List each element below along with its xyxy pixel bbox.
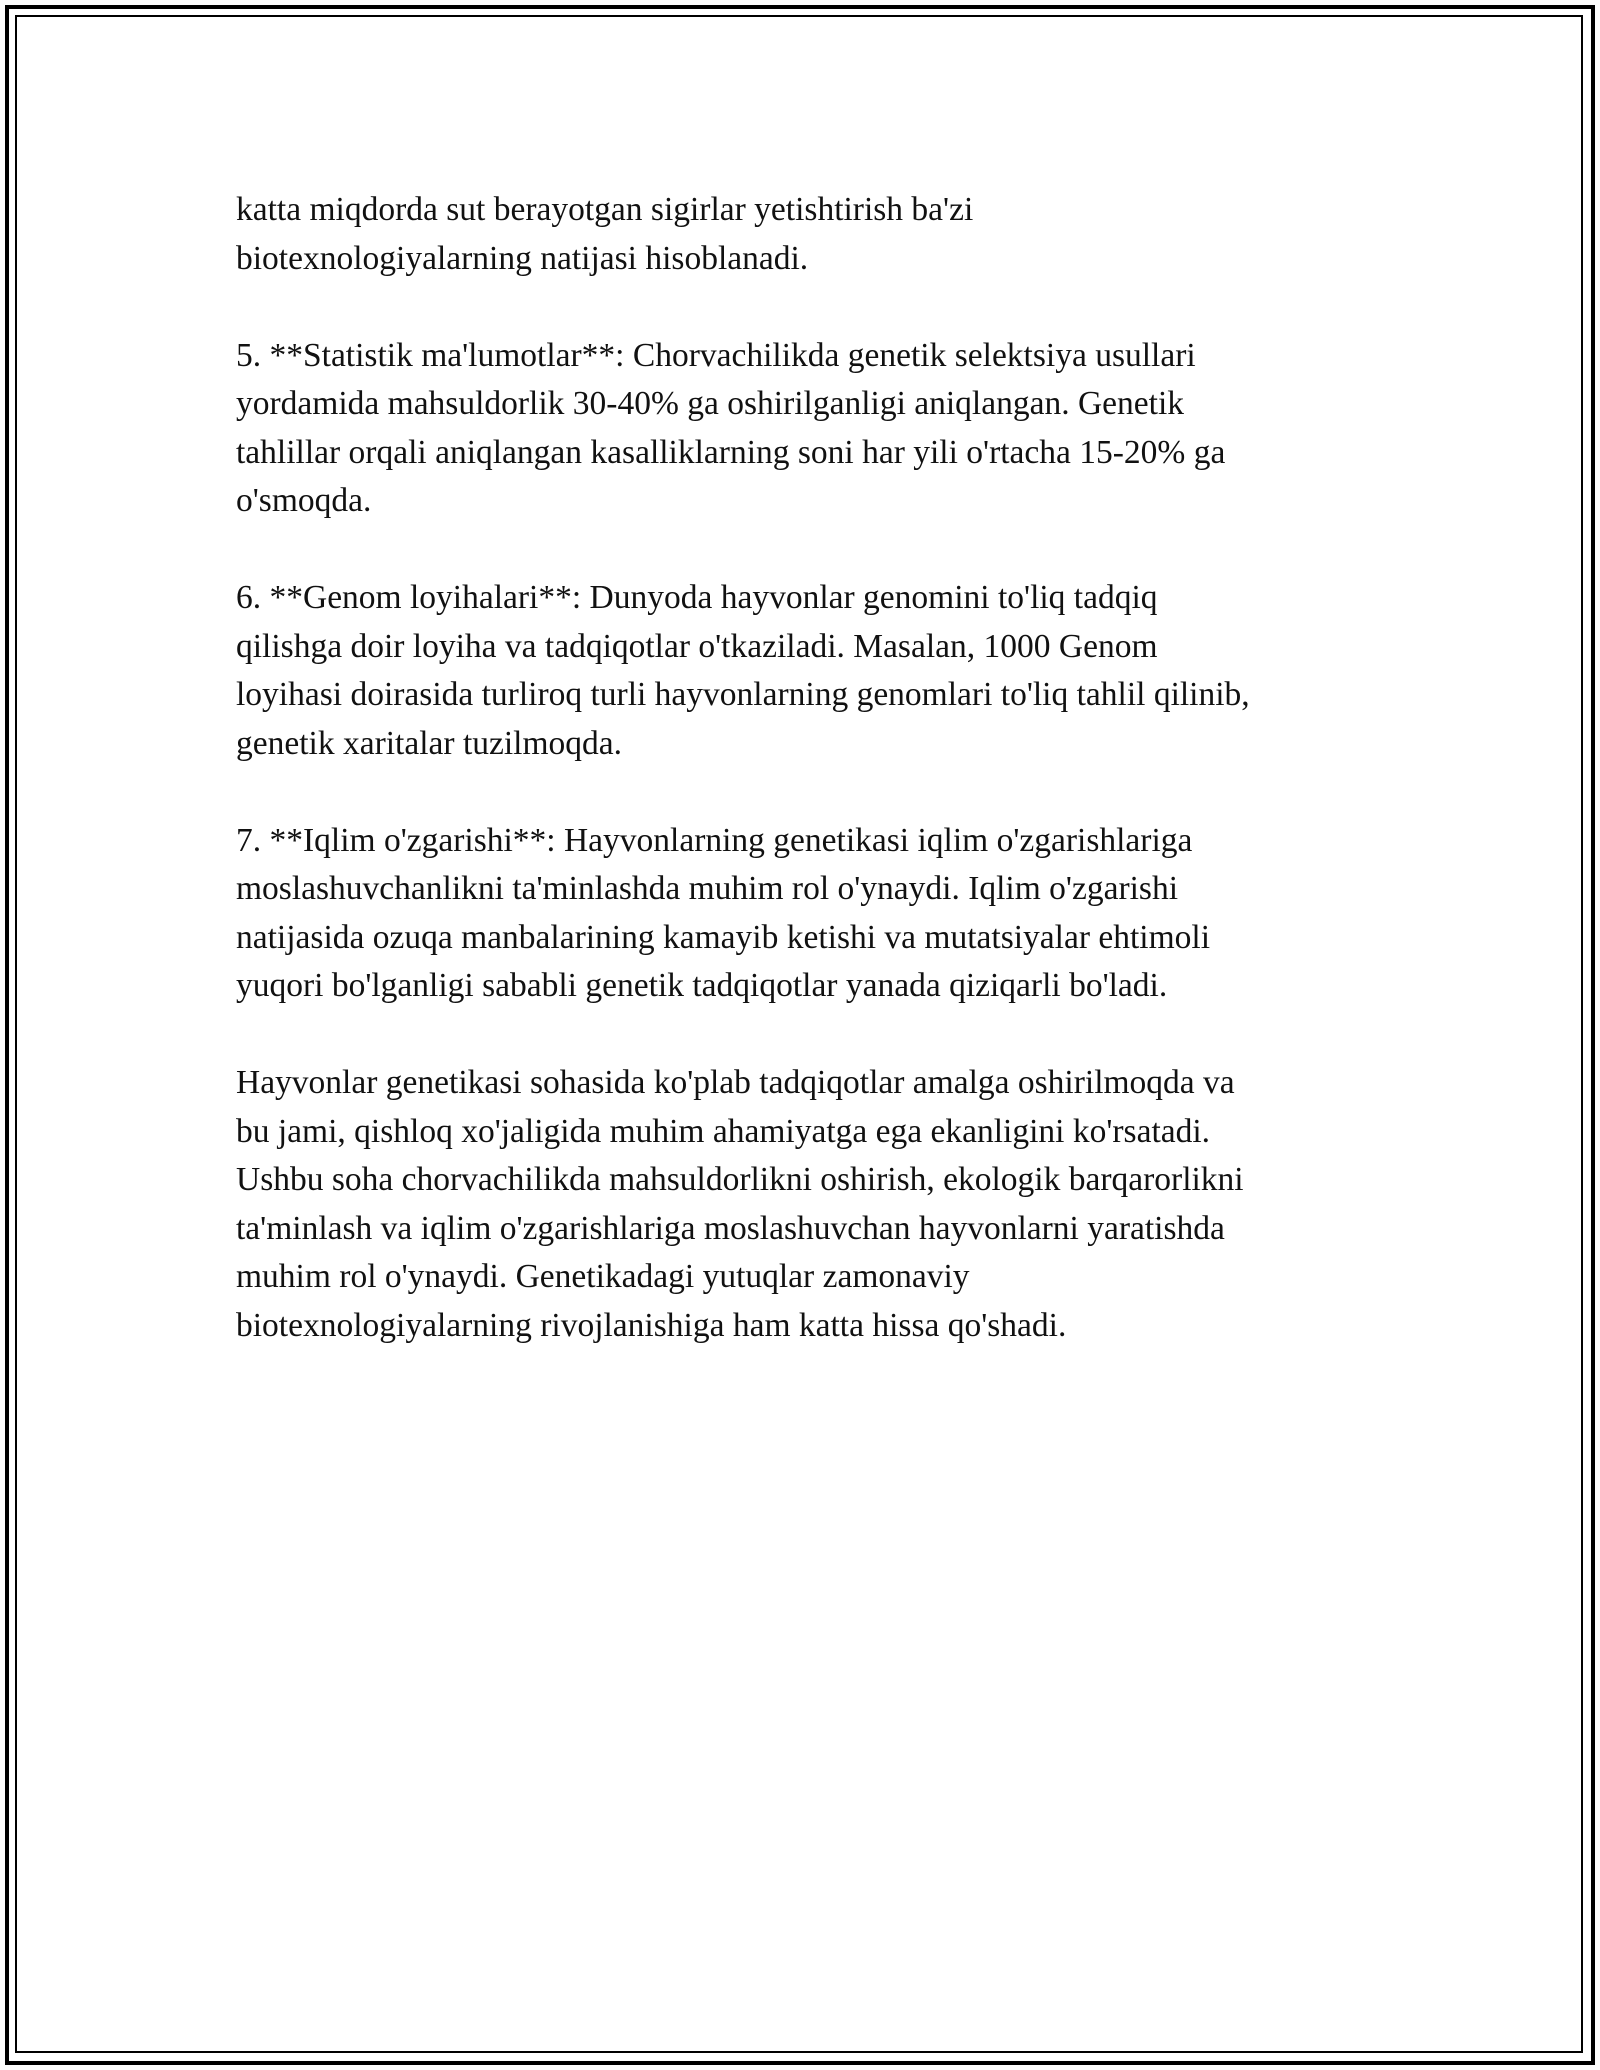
text-line: natijasida ozuqa manbalarining kamayib ketishi va mutatsiyalar ehtimoli <box>236 918 1211 956</box>
text-line: biotexnologiyalarning natijasi hisoblanadi. <box>236 239 809 277</box>
text-line: moslashuvchanlikni ta'minlashda muhim rol o'ynaydi. Iqlim o'zgarishi <box>236 870 1179 907</box>
text-line: 7. **Iqlim o'zgarishi**: Hayvonlarning genetikasi iqlim o'zgarishlariga <box>236 821 1193 859</box>
text-line: yuqori bo'lganligi sababli genetik tadqiqotlar yanada qiziqarli bo'ladi. <box>236 967 1168 1004</box>
text-line: yordamida mahsuldorlik 30-40% ga oshirilganligi aniqlangan. Genetik <box>236 385 1185 422</box>
text-line: biotexnologiyalarning rivojlanishiga ham katta hissa qo'shadi. <box>236 1306 1067 1344</box>
text-line: 6. **Genom loyihalari**: Dunyoda hayvonlar genomini to'liq tadqiq <box>236 579 1158 616</box>
text-line: 5. **Statistik ma'lumotlar**: Chorvachilikda genetik selektsiya usullari <box>236 336 1196 374</box>
document-body <box>236 186 1386 1350</box>
text-line: qilishga doir loyiha va tadqiqotlar o'tkaziladi. Masalan, 1000 Genom <box>236 627 1158 665</box>
paragraph-intro-continuation <box>236 186 1386 283</box>
text-line: genetik xaritalar tuzilmoqda. <box>236 724 623 762</box>
text-line: bu jami, qishloq xo'jaligida muhim ahamiyatga ega ekanligini ko'rsatadi. <box>236 1112 1211 1150</box>
text-line: ta'minlash va iqlim o'zgarishlariga moslashuvchan hayvonlarni yaratishda <box>236 1209 1225 1247</box>
text-line: katta miqdorda sut berayotgan sigirlar yetishtirish ba'zi <box>236 191 974 228</box>
text-line: tahlillar orqali aniqlangan kasalliklarning soni har yili o'rtacha 15-20% ga <box>236 433 1226 471</box>
paragraph-statistics <box>236 332 1386 526</box>
paragraph-conclusion <box>236 1059 1386 1350</box>
text-line: Ushbu soha chorvachilikda mahsuldorlikni oshirish, ekologik barqarorlikni <box>236 1161 1244 1198</box>
text-line: o'smoqda. <box>236 482 372 519</box>
text-line: loyihasi doirasida turliroq turli hayvonlarning genomlari to'liq tahlil qilinib, <box>236 676 1250 713</box>
paragraph-genome-projects <box>236 574 1386 768</box>
paragraph-climate-change <box>236 817 1386 1011</box>
text-line: Hayvonlar genetikasi sohasida ko'plab tadqiqotlar amalga oshirilmoqda va <box>236 1064 1235 1101</box>
text-line: muhim rol o'ynaydi. Genetikadagi yutuqlar zamonaviy <box>236 1258 970 1295</box>
